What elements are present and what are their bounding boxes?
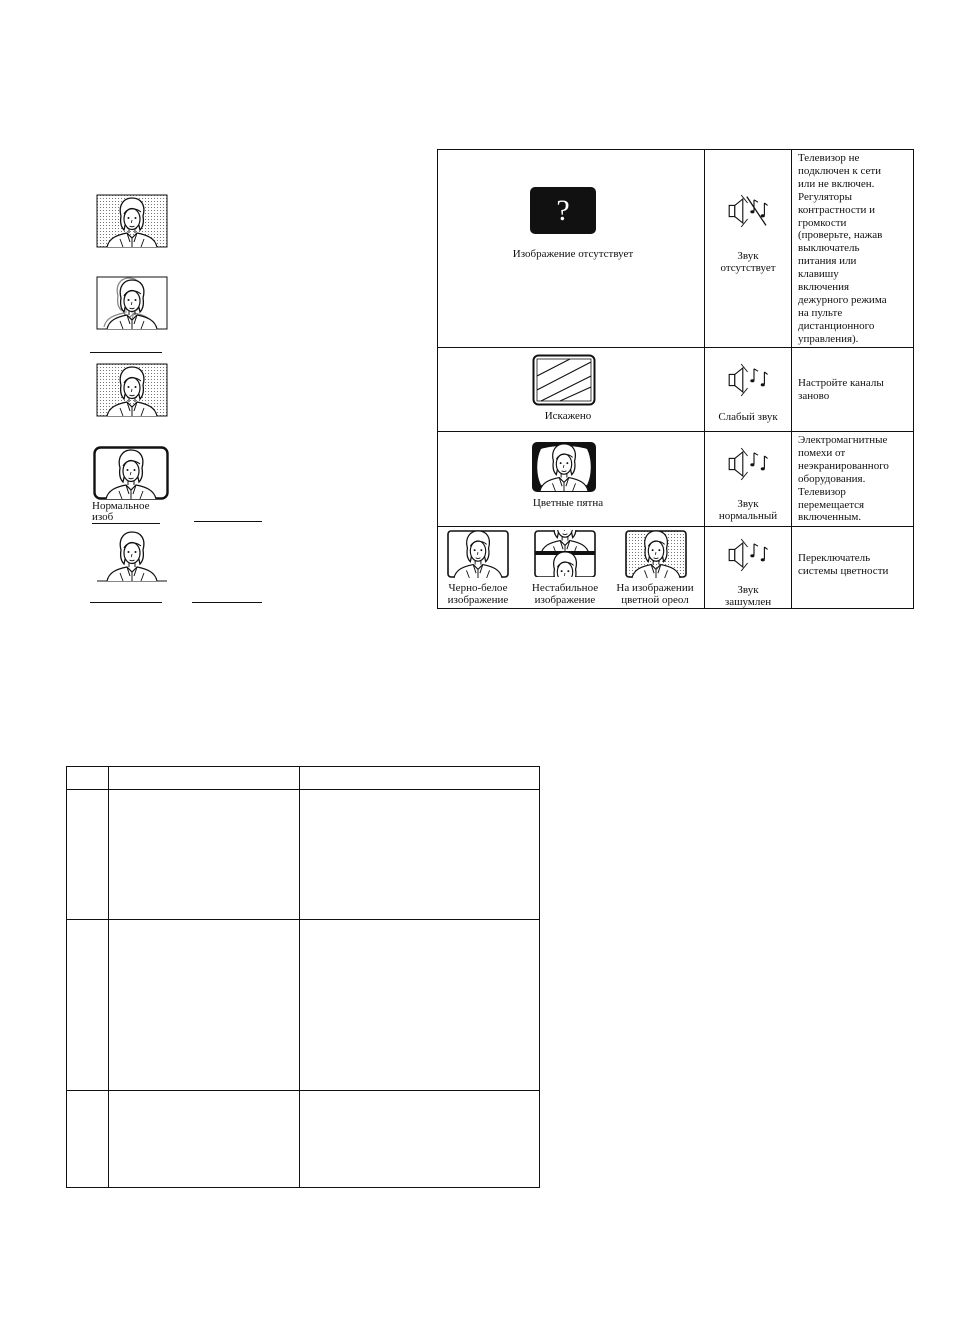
picture-caption: Нестабильное изображение (531, 582, 599, 606)
sound-caption: Звук отсутствует (720, 250, 776, 274)
speaker-muted-icon (726, 188, 774, 234)
picture-caption: Искажено (544, 410, 592, 422)
question-mark-screen-icon (530, 187, 596, 234)
table-row (438, 431, 914, 526)
picture-caption: Черно-белое изображение (447, 582, 509, 606)
speaker-icon (726, 441, 774, 487)
question-glyph: ? (556, 194, 570, 227)
sound-caption: Слабый звук (718, 411, 778, 423)
normal-label-line2: изоб (92, 512, 160, 524)
ghosting-picture-icon (96, 276, 168, 330)
snow-noise-picture-icon (96, 194, 168, 248)
sound-caption: Звук зашумлен (724, 584, 772, 608)
no-frame-picture-icon (96, 528, 168, 582)
distorted-screen-icon (532, 354, 596, 406)
left-picture-panel (80, 180, 280, 610)
picture-caption: Цветные пятна (532, 497, 604, 509)
remedy-text: Настройте каналы заново (798, 377, 884, 402)
bw-picture-icon (447, 530, 509, 578)
picture-caption: Изображение отсутствует (512, 248, 634, 260)
blank-rule (194, 521, 262, 522)
remedy-text: Электромагнитные помехи от неэкранированного оборудования. Телевизор перемещается включенным. (798, 434, 889, 524)
blank-rule (192, 602, 262, 603)
sound-caption: Звук нормальный (718, 498, 778, 522)
table-row (438, 526, 914, 610)
normal-label-line1: Нормальное (92, 500, 150, 512)
speaker-icon (726, 357, 774, 403)
blank-table (66, 766, 540, 1188)
unstable-picture-icon (534, 530, 596, 578)
picture-caption: На изображении цветной ореол (616, 582, 694, 606)
weak-signal-picture-icon (96, 363, 168, 417)
remedy-text: Переключатель системы цветности (798, 552, 889, 577)
blank-rule (90, 352, 162, 353)
table-row (438, 347, 914, 431)
normal-picture-label (92, 501, 160, 524)
troubleshooting-table (437, 149, 914, 609)
table-row (438, 150, 914, 347)
speaker-icon (726, 532, 774, 578)
normal-picture-icon (93, 446, 169, 500)
color-halo-picture-icon (625, 530, 687, 578)
remedy-text: Телевизор не подключен к сети или не включен. Регуляторы контрастности и громкости (проверьте, нажав выключатель питания или клавишу включения дежурного режима на пульте дистанционного управления). (798, 152, 887, 345)
color-spots-screen-icon (531, 441, 597, 493)
blank-rule (90, 602, 162, 603)
